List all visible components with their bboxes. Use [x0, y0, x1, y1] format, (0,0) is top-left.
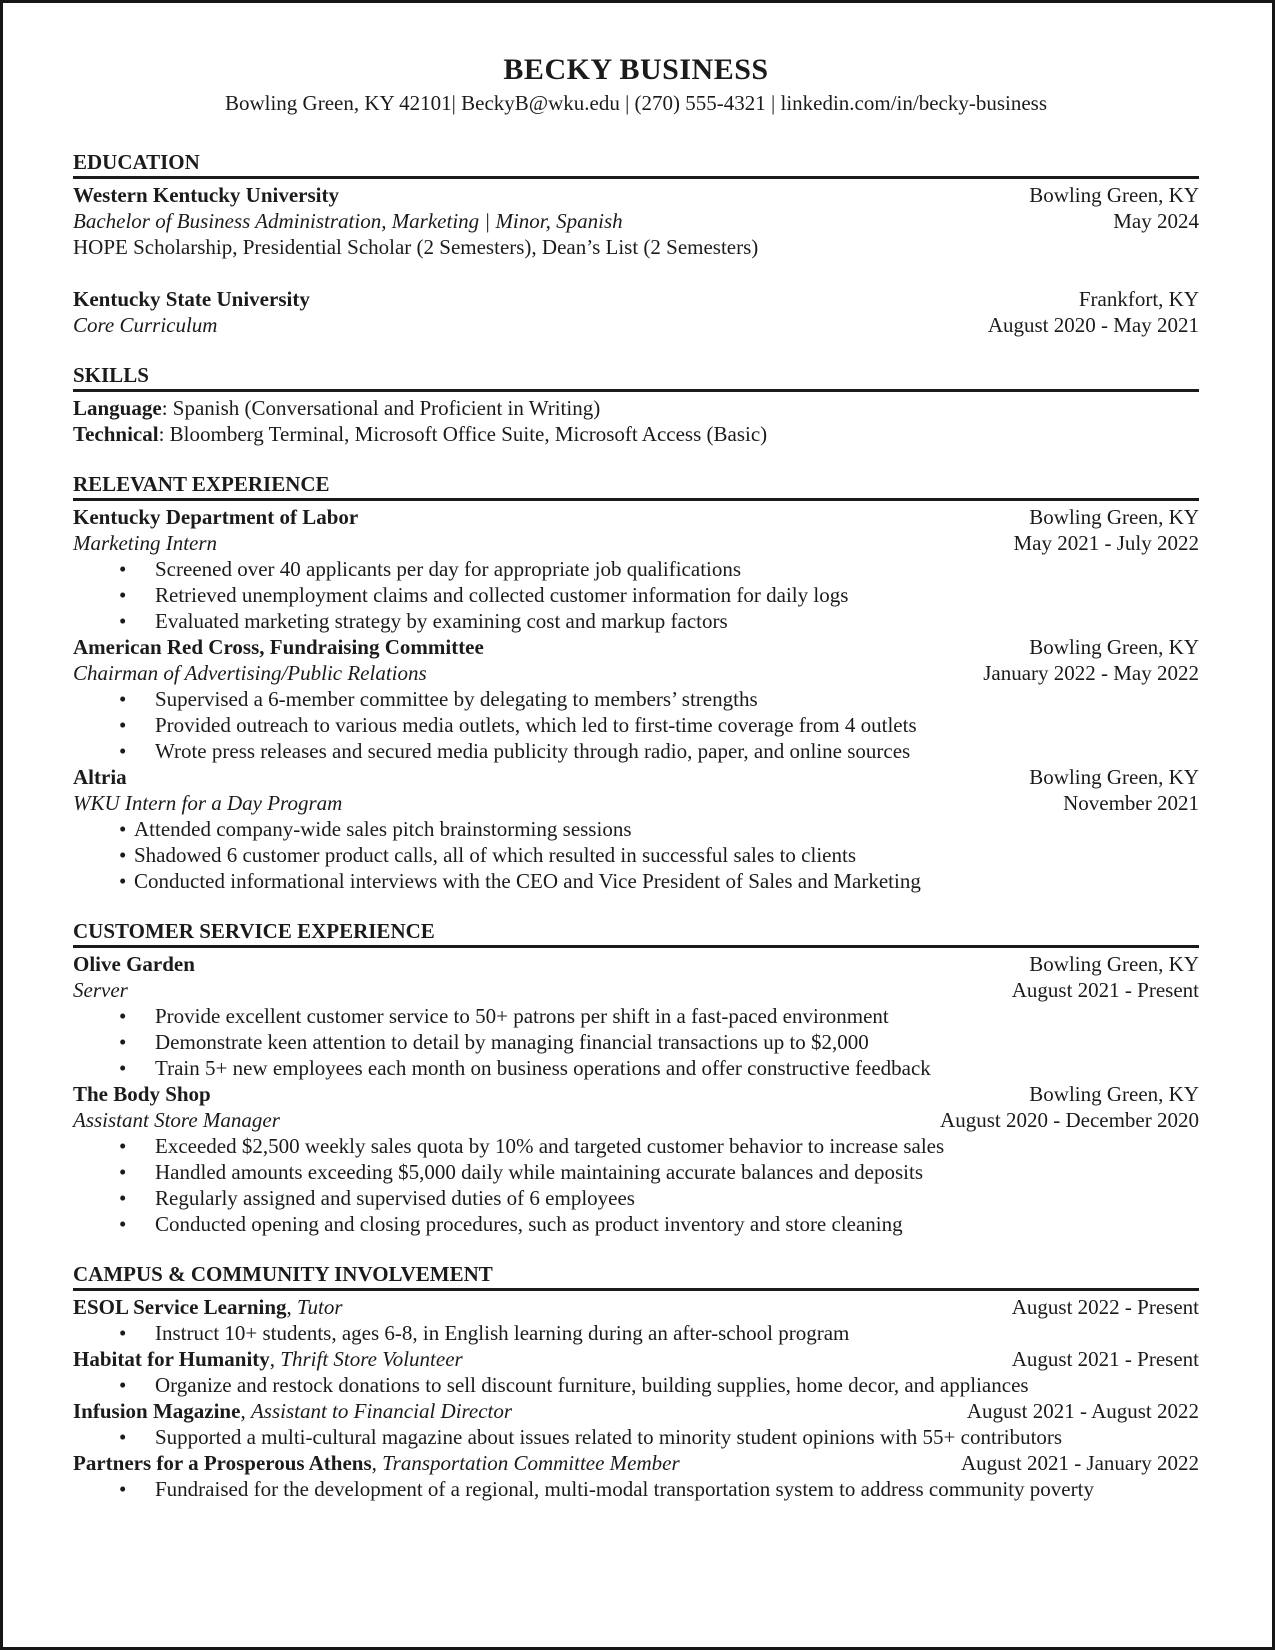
candidate-name: BECKY BUSINESS [503, 53, 769, 86]
org-name: Partners for a Prosperous Athens [73, 1451, 372, 1475]
date-range: August 2020 - May 2021 [987, 313, 1199, 337]
involvement-entry [73, 1398, 1199, 1450]
date-range: May 2024 [1113, 209, 1199, 233]
bullet-item [73, 556, 1199, 582]
org-role-line [73, 1294, 1000, 1320]
bullet-text: Exceeded $2,500 weekly sales quota by 10% and targeted customer behavior to increase sales [155, 1134, 945, 1158]
bullet-dot: • [119, 817, 127, 841]
role-title: Assistant to Financial Director [250, 1399, 513, 1423]
involvement-entry [73, 1294, 1199, 1346]
org-role-line [73, 1346, 1000, 1372]
skill-label: Language [73, 396, 162, 420]
bullet-dot: • [119, 739, 127, 763]
section-heading-customer-service: CUSTOMER SERVICE EXPERIENCE [73, 919, 1199, 948]
role-title: Thrift Store Volunteer [280, 1347, 463, 1371]
org-name: Altria [73, 765, 127, 789]
org-location-row [73, 951, 1199, 977]
bullet-item [73, 1424, 1199, 1450]
bullet-text: Conducted informational interviews with the CEO and Vice President of Sales and Marketing [134, 869, 921, 893]
bullet-text: Instruct 10+ students, ages 6-8, in English learning during an after-school program [155, 1321, 850, 1345]
school-name: Kentucky State University [73, 287, 310, 311]
separator: , [240, 1399, 251, 1423]
org-location-row [73, 1081, 1199, 1107]
education-entry [73, 182, 1199, 260]
resume-header [73, 53, 1199, 117]
bullet-text: Regularly assigned and supervised duties of 6 employees [155, 1186, 635, 1210]
separator: , [269, 1347, 281, 1371]
skill-row [73, 395, 1199, 421]
bullet-text: Provided outreach to various media outlets, which led to first-time coverage from 4 outlets [155, 713, 917, 737]
bullet-text: Train 5+ new employees each month on business operations and offer constructive feedback [155, 1056, 931, 1080]
role-title: Marketing Intern [73, 531, 218, 555]
org-location-row [73, 634, 1199, 660]
bullet-dot: • [119, 583, 127, 607]
bullet-item [73, 1159, 1199, 1185]
bullet-dot: • [119, 713, 127, 737]
role-title: Transportation Committee Member [382, 1451, 680, 1475]
org-location-row [73, 286, 1199, 312]
bullet-dot: • [119, 1425, 127, 1449]
bullet-dot: • [119, 1373, 127, 1397]
bullet-text: Screened over 40 applicants per day for appropriate job qualifications [155, 557, 742, 581]
bullet-item [73, 712, 1199, 738]
bullet-dot: • [119, 1321, 127, 1345]
location: Bowling Green, KY [1029, 765, 1199, 789]
section-heading-skills: SKILLS [73, 363, 1199, 392]
bullet-text: Conducted opening and closing procedures, such as product inventory and store cleaning [155, 1212, 903, 1236]
bullet-dot: • [119, 843, 127, 867]
degree-date-row [73, 208, 1199, 234]
org-location-row [73, 764, 1199, 790]
bullet-item [73, 582, 1199, 608]
date-range: August 2021 - Present [1011, 978, 1199, 1002]
org-name: Kentucky Department of Labor [73, 505, 359, 529]
date-range: August 2021 - August 2022 [966, 1399, 1199, 1423]
date-range: January 2022 - May 2022 [983, 661, 1199, 685]
role-date-row [73, 790, 1199, 816]
date-range: August 2021 - Present [1011, 1347, 1199, 1371]
skill-label: Technical [73, 422, 159, 446]
org-name: Habitat for Humanity [73, 1347, 270, 1371]
skill-row [73, 421, 1199, 447]
location: Bowling Green, KY [1029, 1082, 1199, 1106]
org-role-date-row [73, 1450, 1199, 1476]
bullet-item [73, 1133, 1199, 1159]
org-location-row [73, 504, 1199, 530]
involvement-entry [73, 1450, 1199, 1502]
bullet-text: Organize and restock donations to sell discount furniture, building supplies, home decor, and appliances [155, 1373, 1029, 1397]
date-range: May 2021 - July 2022 [1013, 531, 1199, 555]
relevant-experience-section [73, 472, 1199, 894]
location: Frankfort, KY [1078, 287, 1199, 311]
bullet-item [73, 1372, 1199, 1398]
bullet-item [73, 1003, 1199, 1029]
bullet-item [73, 686, 1199, 712]
role-title: Assistant Store Manager [73, 1108, 280, 1132]
bullet-text: Retrieved unemployment claims and collected customer information for daily logs [155, 583, 849, 607]
bullet-item [73, 816, 1199, 842]
bullet-dot: • [119, 869, 127, 893]
bullet-item [73, 868, 1199, 894]
bullet-dot: • [119, 687, 127, 711]
honors-line: HOPE Scholarship, Presidential Scholar (2 Semesters), Dean’s List (2 Semesters) [73, 235, 759, 259]
bullet-text: Wrote press releases and secured media publicity through radio, paper, and online sources [155, 739, 911, 763]
date-range: November 2021 [1063, 791, 1199, 815]
bullet-text: Shadowed 6 customer product calls, all of which resulted in successful sales to clients [134, 843, 856, 867]
bullet-item [73, 738, 1199, 764]
org-role-date-row [73, 1294, 1199, 1320]
location: Bowling Green, KY [1029, 505, 1199, 529]
role-date-row [73, 977, 1199, 1003]
skills-section [73, 363, 1199, 447]
date-range: August 2022 - Present [1011, 1295, 1199, 1319]
role-date-row [73, 660, 1199, 686]
role-date-row [73, 1107, 1199, 1133]
involvement-entry [73, 1346, 1199, 1398]
skill-value: : Bloomberg Terminal, Microsoft Office Suite, Microsoft Access (Basic) [158, 422, 768, 446]
bullet-text: Provide excellent customer service to 50+ patrons per shift in a fast-paced environment [155, 1004, 889, 1028]
education-section [73, 150, 1199, 338]
bullet-dot: • [119, 1004, 127, 1028]
education-entry [73, 286, 1199, 338]
bullet-text: Evaluated marketing strategy by examining cost and markup factors [155, 609, 728, 633]
bullet-text: Fundraised for the development of a regional, multi-modal transportation system to address community poverty [155, 1477, 1094, 1501]
org-name: Infusion Magazine [73, 1399, 241, 1423]
org-name: ESOL Service Learning [73, 1295, 287, 1319]
bullet-dot: • [119, 1134, 127, 1158]
section-heading-relevant-experience: RELEVANT EXPERIENCE [73, 472, 1199, 501]
bullet-dot: • [119, 1030, 127, 1054]
degree-date-row [73, 312, 1199, 338]
bullet-text: Supported a multi-cultural magazine about issues related to minority student opinions with 55+ contributors [155, 1425, 1063, 1449]
location: Bowling Green, KY [1029, 635, 1199, 659]
experience-entry [73, 634, 1199, 764]
skill-value: : Spanish (Conversational and Proficient in Writing) [161, 396, 601, 420]
contact-line: Bowling Green, KY 42101| BeckyB@wku.edu | (270) 555-4321 | linkedin.com/in/becky-business [224, 91, 1048, 115]
role-title: WKU Intern for a Day Program [73, 791, 343, 815]
org-role-date-row [73, 1346, 1199, 1372]
bullet-item [73, 1185, 1199, 1211]
bullet-item [73, 1029, 1199, 1055]
experience-entry [73, 1081, 1199, 1237]
org-name: Olive Garden [73, 952, 195, 976]
bullet-dot: • [119, 1212, 127, 1236]
org-name: The Body Shop [73, 1082, 211, 1106]
section-heading-campus-involvement: CAMPUS & COMMUNITY INVOLVEMENT [73, 1262, 1199, 1291]
separator: , [371, 1451, 383, 1475]
separator: , [286, 1295, 298, 1319]
bullet-text: Handled amounts exceeding $5,000 daily while maintaining accurate balances and deposits [155, 1160, 924, 1184]
bullet-text: Demonstrate keen attention to detail by managing financial transactions up to $2,000 [155, 1030, 869, 1054]
bullet-item [73, 1320, 1199, 1346]
bullet-item [73, 1211, 1199, 1237]
org-role-line [73, 1450, 949, 1476]
degree-title: Core Curriculum [73, 313, 218, 337]
bullet-item [73, 1476, 1199, 1502]
bullet-text: Supervised a 6-member committee by delegating to members’ strengths [155, 687, 758, 711]
bullet-dot: • [119, 1056, 127, 1080]
bullet-dot: • [119, 1477, 127, 1501]
section-heading-education: EDUCATION [73, 150, 1199, 179]
bullet-dot: • [119, 557, 127, 581]
customer-service-section [73, 919, 1199, 1237]
bullet-text: Attended company-wide sales pitch brainstorming sessions [134, 817, 632, 841]
experience-entry [73, 504, 1199, 634]
role-date-row [73, 530, 1199, 556]
date-range: August 2021 - January 2022 [961, 1451, 1199, 1475]
bullet-dot: • [119, 609, 127, 633]
bullet-item [73, 1055, 1199, 1081]
org-role-date-row [73, 1398, 1199, 1424]
date-range: August 2020 - December 2020 [940, 1108, 1199, 1132]
bullet-dot: • [119, 1160, 127, 1184]
org-role-line [73, 1398, 955, 1424]
bullet-dot: • [119, 1186, 127, 1210]
school-name: Western Kentucky University [73, 183, 339, 207]
role-title: Chairman of Advertising/Public Relations [73, 661, 427, 685]
campus-involvement-section [73, 1262, 1199, 1502]
bullet-item [73, 842, 1199, 868]
experience-entry [73, 764, 1199, 894]
org-location-row [73, 182, 1199, 208]
experience-entry [73, 951, 1199, 1081]
location: Bowling Green, KY [1029, 952, 1199, 976]
degree-title: Bachelor of Business Administration, Marketing | Minor, Spanish [73, 209, 623, 233]
org-name: American Red Cross, Fundraising Committee [73, 635, 484, 659]
role-title: Server [73, 978, 128, 1002]
role-title: Tutor [297, 1295, 343, 1319]
location: Bowling Green, KY [1029, 183, 1199, 207]
bullet-item [73, 608, 1199, 634]
